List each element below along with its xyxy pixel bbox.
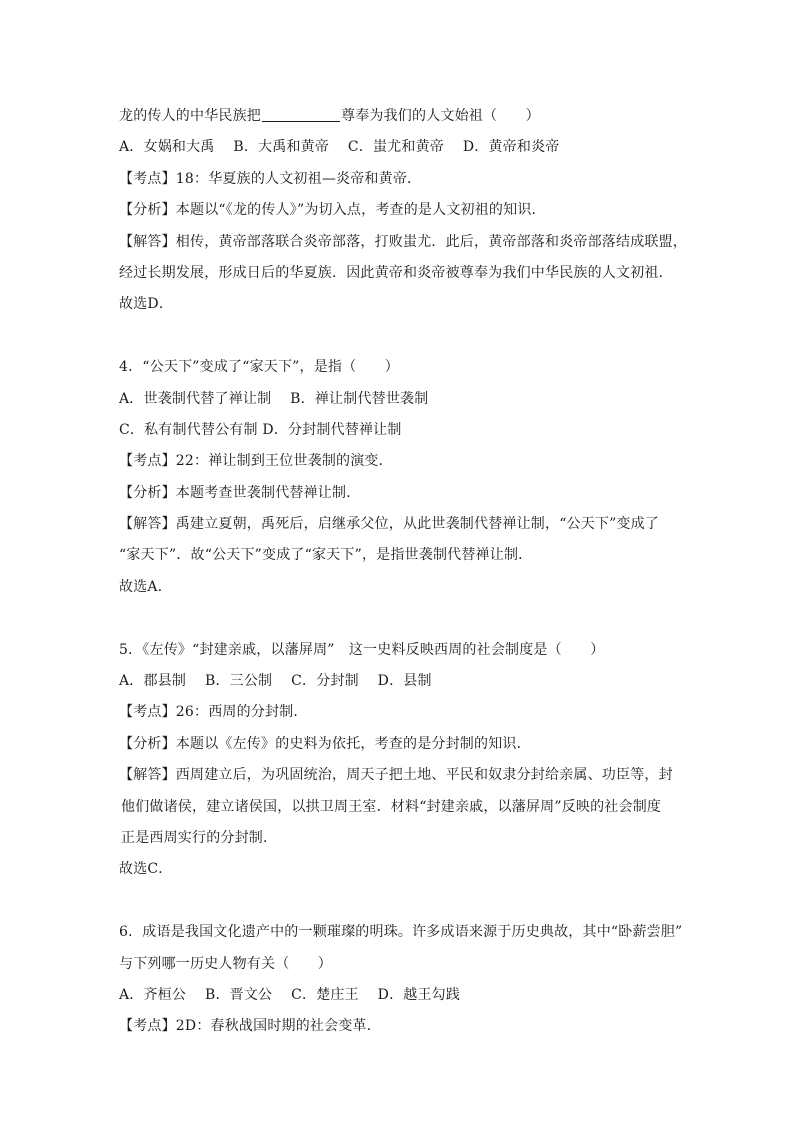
spacer	[119, 603, 699, 634]
q4-options-line-1: A．世袭制代替了禅让制 B．禅让制代替世袭制	[119, 390, 429, 407]
question-3	[119, 101, 699, 321]
q4-jieda-line-2: “家天下”．故“公天下”变成了“家天下”，是指世袭制代替禅让制．	[119, 547, 533, 564]
q3-stem	[119, 101, 699, 132]
q3-fenxi: 【分析】本题以“《龙的传人》”为切入点，考查的是人文初祖的知识．	[119, 202, 546, 219]
q5-jieda-line-2: 他们做诸侯，建立诸侯国，以拱卫周王室．材料“封建亲戚，以藩屏周”反映的社会制度	[121, 798, 662, 815]
answer-blank	[262, 107, 340, 122]
q5-answer: 故选C．	[119, 861, 173, 878]
q4-jieda-line-1: 【解答】禹建立夏朝，禹死后，启继承父位，从此世袭制代替禅让制，“公天下”变成了	[119, 516, 660, 533]
q6-kaodian: 【考点】2D：春秋战国时期的社会变革．	[119, 1018, 381, 1035]
q3-jieda-line-1: 【解答】相传，黄帝部落联合炎帝部落，打败蚩尤．此后，黄帝部落和炎帝部落结成联盟，	[119, 233, 687, 250]
question-6	[119, 917, 699, 1043]
q6-stem-line-2: 与下列哪一历史人物有关（ ）	[119, 955, 332, 972]
q5-jieda-line-1: 【解答】西周建立后，为巩固统治，周天子把土地、平民和奴隶分封给亲属、功臣等，封	[119, 767, 673, 784]
q5-fenxi: 【分析】本题以《左传》的史料为依托，考查的是分封制的知识．	[119, 735, 531, 752]
q4-fenxi: 【分析】本题考查世袭制代替禅让制．	[119, 484, 361, 501]
q3-options: A．女娲和大禹 B．大禹和黄帝 C．蚩尤和黄帝 D．黄帝和炎帝	[119, 139, 560, 156]
q5-kaodian: 【考点】26：西周的分封制．	[119, 704, 308, 721]
q4-answer: 故选A．	[119, 578, 172, 595]
q3-answer: 故选D．	[119, 296, 174, 313]
q5-options: A．郡县制 B．三公制 C．分封制 D．县制	[119, 673, 432, 690]
document-content	[119, 101, 699, 1043]
question-5	[119, 635, 699, 886]
q3-stem-before: 龙的传人的中华民族把	[119, 108, 261, 124]
q4-options-line-2: C．私有制代替公有制 D．分封制代替禅让制	[119, 421, 402, 438]
q3-jieda-line-2: 经过长期发展，形成日后的华夏族．因此黄帝和炎帝被尊奉为我们中华民族的人文初祖．	[119, 264, 673, 281]
q3-stem-after: 尊奉为我们的人文始祖（ ）	[341, 108, 540, 124]
q5-jieda-line-3: 正是西周实行的分封制．	[121, 829, 278, 846]
q4-stem: 4．“公天下”变成了“家天下”，是指（ ）	[119, 359, 399, 376]
spacer	[119, 886, 699, 917]
q6-options: A．齐桓公 B．晋文公 C．楚庄王 D．越王勾践	[119, 986, 461, 1003]
q6-stem-line-1: 6．成语是我国文化遗产中的一颗璀璨的明珠。许多成语来源于历史典故，其中“卧薪尝胆”	[119, 924, 683, 941]
q5-stem: 5．《左传》“封建亲戚，以藩屏周” 这一史料反映西周的社会制度是（ ）	[119, 641, 605, 658]
spacer	[119, 321, 699, 352]
q4-kaodian: 【考点】22：禅让制到王位世袭制的演变．	[119, 453, 393, 470]
q3-kaodian: 【考点】18：华夏族的人文初祖—炎帝和黄帝．	[119, 170, 422, 187]
question-4	[119, 352, 699, 603]
